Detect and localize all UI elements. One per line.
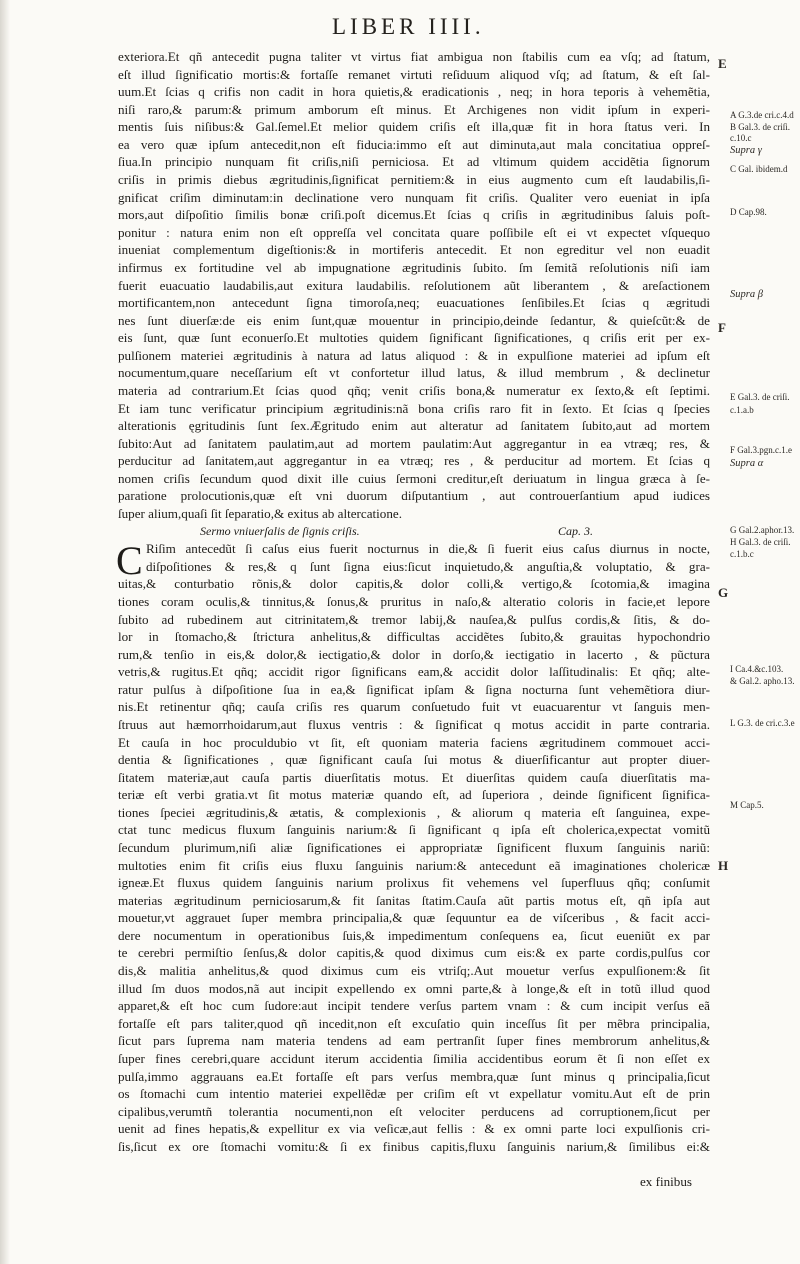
margin-note: I Ca.4.&c.103. — [730, 664, 784, 674]
text-line: uitas,& conturbatio rõnis,& dolor capitis,& dolor colli,& vertigo,& ſcotomia,& imagina — [118, 576, 710, 592]
margin-note: Supra γ — [730, 145, 762, 156]
text-line: dis,& malitia anhelitus,& quod diximus cum eis vtriſq;.Aut mouetur verſus expulſionem:& ſit — [118, 963, 710, 979]
section-letter-f: F — [718, 320, 726, 335]
text-line: alterationis ęgritudinis ſunt ſex.Ægritudo enim aut alteratur ad ſanitatem ſubito,aut ad mortem — [118, 418, 710, 434]
text-line: criſis in primis diebus ægritudinis,ſignificat pernitiem:& in eius augmento cum eſt laudabilis,ſi- — [118, 172, 710, 188]
text-line: perducitur ad ſanitatem,aut aggregantur in ea vtræq; res , & perducitur ad mortem. Et ſcias q — [118, 453, 710, 469]
text-line: ea vero quæ ipſum antecedit,non eſt fiducia:immo eſt aut diminuta,aut mala concitatiua oppreſ- — [118, 136, 710, 152]
text-line: ſicut pars ſuprema nam materia tendens ad eam pertranſit ſuper fines membrorum anhelitus,& — [118, 1033, 710, 1049]
text-line — [118, 1155, 710, 1173]
drop-cap-initial: C — [116, 538, 143, 583]
page-gutter-shadow — [0, 0, 10, 1264]
margin-note: B Gal.3. de criſi. — [730, 122, 790, 132]
text-line: teriæ eſt verbi gratia.vt ſit motus materiæ quando eſt, ad ſuperiora , deinde ſignificent ſignifica- — [118, 787, 710, 803]
text-line: nis.Et retinentur qñq; cauſa criſis res quarum conſuetudo fuit vt euacuarentur vt ſanguis men- — [118, 699, 710, 715]
text-line: ſtruus aut hæmorrhoidarum,aut fluxus ventris : & ſignificat q motus accidit in parte contraria. — [118, 716, 710, 732]
text-line: mortificantem,non antecedunt ſigna timoroſa,neq; euacuationes ſenſibiles.Et ſcias q ægritudi — [118, 295, 710, 311]
text-line: cipalibus,verumtñ tolerantia nocumenti,non eſt velociter perducens ad corruptionem,ſicut per — [118, 1103, 710, 1119]
text-line: diſpoſitiones & res,& q ſunt ſigna eius:ſicut inquietudo,& anguſtia,& voluptatio, & gra- — [146, 558, 710, 574]
text-line: ſuper alium,quaſi ſit ſeparatio,& exitus ab altercatione. — [118, 506, 402, 522]
text-line: gnificat criſim diminutam:in declinatione vero nunquam fit criſis. Qualiter vero eueniat in ipſa — [118, 189, 710, 205]
text-line: mouetur,vt aggrauet ſuper membra principalia,& quæ ſequuntur ea de viſceribus , & facit acci- — [118, 910, 710, 926]
text-line: ſecundum plurimum,niſi aliæ ſignificationes ei appropriatæ ſignificent fluxum ſanguinis nariũ: — [118, 840, 710, 856]
text-line: tiones ſpeciei ægritudinis,& ætatis, & complexionis , & aliorum q materia eſt ſanguinea, expe- — [118, 804, 710, 820]
text-line: ctat tunc medicus fluxum ſanguinis narium:& ſi ſignificant q ipſa eſt cholerica,expectat vomitũ — [118, 822, 710, 838]
text-line: dentia & ſignificationes , quæ ſignificant cauſa ſui motus & diuerſificantur aut propter diuer- — [118, 752, 710, 768]
text-line: Et cauſa in hoc proculdubio vt ſit, eſt quoniam materia faciens ægritudinem commouet acci- — [118, 734, 710, 750]
margin-note: M Cap.5. — [730, 800, 764, 810]
text-line: fortaſſe eſt pars taliter,quod qñ incedit,non eſt excuſatio quin inceſſus ſit per mẽbra principalia, — [118, 1015, 710, 1031]
text-line: materias ægritudinum perniciosarum,& fit ſanitas ſtatim.Cauſa aũt partis motus eſt, qñ ipſa aut — [118, 892, 710, 908]
section-letter-h: H — [718, 858, 729, 873]
text-line: niſi raro,& parum:& primum amborum eſt minus. Et Archigenes non vidit ipſum in experi- — [118, 101, 710, 117]
text-line: uenit ad fines hepatis,& expellitur ex via veſicæ,aut fellis : & ex omni parte loci expulſionis cri- — [118, 1121, 710, 1137]
text-line: uum.Et ſcias q crifis non cadit in hora quietis,& eradicationis , neq; in hora teporis à vehemẽtia, — [118, 84, 710, 100]
margin-note: Supra β — [730, 289, 763, 300]
text-line: ſuper fines cerebri,quare accidunt iterum accidentia ſimilia accidentibus eorum ẽt ſi non eſſet ex — [118, 1050, 710, 1066]
margin-note: L G.3. de cri.c.3.e — [730, 718, 795, 728]
text-line: eſt illud ſignificatio mortis:& fortaſſe remanet virtuti reſiduum aliquod vſq; ad ſtatum, & eſt ſal- — [118, 66, 710, 82]
margin-note: F Gal.3.pgn.c.1.e — [730, 445, 792, 455]
chapter-title: Sermo vniuerſalis de ſignis criſis. — [200, 523, 360, 538]
margin-note: D Cap.98. — [730, 207, 767, 217]
margin-note: c.10.c — [730, 133, 752, 143]
text-line: Et iam tunc verificatur principium ægritudinis:nã bona criſis raro fit in ſexto. Et ſcias q ſpecies — [118, 400, 710, 416]
text-line: nes ſunt diuerſæ:de eis enim ſunt,quæ mouentur in principio,deinde ſedantur, & quieſcũt:& de — [118, 312, 710, 328]
text-line: ſitatem materiæ,aut cauſa partis diuerſitatis motus. Et diuerſitas quidem cauſa diuerſitatis ma- — [118, 769, 710, 785]
section-letter-e: E — [718, 56, 727, 71]
margin-note: c.1.a.b — [730, 405, 754, 415]
text-line: exteriora.Et qñ antecedit pugna taliter vt virtus fiat ambigua non ſtabilis cum ea vſq; ad ſtatum, — [118, 49, 710, 64]
text-line: apparet,& eſt hoc cum ſudore:aut incipit tendere verſus partem vnam : & cum incipit verſus eã — [118, 998, 710, 1014]
catchword: ex finibus — [639, 1174, 692, 1189]
text-line: ſiua.In principio nunquam fit criſis,niſi perniciosa. Et ad vltimum quidem accidẽtia ſignorum — [118, 154, 710, 170]
text-line: mors,aut diſpoſitio ſimilis bonæ criſi.poſt dicemus.Et ſcias q criſis in ægritudinibus ſaluis poſt- — [118, 207, 710, 223]
main-text-column — [118, 48, 710, 1191]
margin-note: C Gal. ibidem.d — [730, 164, 788, 174]
text-line: illud ſm duos modos,nã aut incipit expellendo ex omni parte,& à longe,& eſt in totũ illud quod — [118, 980, 710, 996]
text-line: ſubito:Aut ad ſanitatem paulatim,aut ad mortem paulatim:Aut aggregantur in ea vtræq; res, & — [118, 435, 710, 451]
text-line: os ſtomachi cum intentio materiei expellẽdæ per criſim eſt vt expellatur vomitu.Aut eſt de prin — [118, 1086, 710, 1102]
margin-note: Supra α — [730, 458, 764, 469]
text-line: ſis,ſicut ex ore ſtomachi vomitu:& ſi ex finibus capitis,fluxu ſanguinis narium,& ſimilibus ei:& — [118, 1138, 710, 1154]
margin-note: & Gal.2. apho.13. — [730, 676, 795, 686]
running-head: LIBER IIII. — [332, 14, 485, 39]
chapter-number: Cap. 3. — [558, 523, 594, 538]
section-letter-g: G — [718, 585, 729, 600]
text-line: infirmus ex fortitudine vel ab impugnatione ægritudinis ſubito. ſm ſemitã reſolutionis niſi iam — [118, 259, 710, 275]
text-line: te cerebri permiſtio ſenſus,& dolor capitis,& quod diximus cum eis:& ex parte cordis,pulſus cor — [118, 945, 710, 961]
text-line: igneæ.Et fluxus quidem ſanguinis narium prolixus fit vehemens vel ſuperfluus qñq; conſumit — [118, 875, 710, 891]
text-line: vetris,& rugitus.Et qñq; accidit rigor ſignificans eam,& accidit dolor laſſitudinalis: Et qñq; alte- — [118, 664, 710, 680]
margin-note: c.1.b.c — [730, 549, 754, 559]
text-line: materia ad contrarium.Et ſcias quod qñq; venit criſis bona,& numeratur ex ſexto,& eſt ſeptimi. — [118, 382, 710, 398]
text-line: ſubito ad rubedinem aut citrinitatem,& tremor labij,& nauſea,& pulſus cordis,& ſitis, & do- — [118, 611, 710, 627]
text-line: rum,& tenſio in eis,& dolor,& iectigatio,& dolor in dorſo,& iectigatio in lacerto , & pũctura — [118, 646, 710, 662]
text-line: Riſim antecedũt ſi caſus eius fuerit nocturnus in die,& ſi fuerit eius caſus diurnus in nocte, — [146, 541, 710, 557]
text-line: nomen criſis ſecundum quod dixit ille cuius ſermoni creditur,eſt deriuatum in lingua græca à ſe- — [118, 470, 710, 486]
margin-note: H Gal.3. de criſi. — [730, 537, 791, 547]
chapter-heading — [118, 523, 710, 541]
text-line: ratur pulſus à diſpoſitione ſua in ea,& ſignificat ipſam & ſigna nocturna ſunt vehemẽtiora diur- — [118, 681, 710, 697]
text-line: dere nocumentum in operationibus ſuis,& impedimentum conſequens ea, ſicut eueniũt ex par — [118, 927, 710, 943]
text-line: ponitur : natura enim non eſt oppreſſa vel concitata quare poſſibile eſt ei vt expectet vſquequo — [118, 224, 710, 240]
text-line: nocumentum,quare neceſſarium eſt vt confortetur illud latus, & illud membrum , & declinetur — [118, 365, 710, 381]
text-line: pulſionem materiei ægritudinis à natura ad latus aliquod : & in expulſione materiei ad ipſum eſt — [118, 347, 710, 363]
text-line: inueniat complementum digeſtionis:& in mortiferis antecedit. Et non egreditur vel non euadit — [118, 242, 710, 258]
text-line: pulſa,immo aggrauans ea.Et fortaſſe eſt pars verſus membra,quæ ſunt minus q principalia,ſicut — [118, 1068, 710, 1084]
text-line: tiones coram oculis,& tinnitus,& ſonus,& pruritus in naſo,& alteratio coloris in facie,et lepore — [118, 593, 710, 609]
margin-note: A G.3.de cri.c.4.d — [730, 110, 794, 120]
text-line: eis ſunt, quæ ſunt econuerſo.Et multoties quidem ſignificant ſignificationes, q criſis erit per ex- — [118, 330, 710, 346]
margin-note: E Gal.3. de criſi. — [730, 392, 790, 402]
text-line: paratione prolocutionis,quæ eſt vni duorum diſputantium , aut controuerſantium apud iudices — [118, 488, 710, 504]
text-line: lor in ſtomacho,& ſtrictura anhelitus,& difficultas accidẽtes ſubito,& grauitas hypochondrio — [118, 629, 710, 645]
text-line: fuerit euacuatio laudabilis,aut exitura laudabilis. reſolutionem aũt liberantem , & areſactionem — [118, 277, 710, 293]
text-line: multoties enim fit criſis eius fluxu ſanguinis narium:& antecedunt eã imaginationes cholericæ — [118, 857, 710, 873]
text-line: mentis ſuis niſibus:& Gal.ſemel.Et melior quidem criſis eſt illa,quæ fit in hora ſtatus veri. In — [118, 119, 710, 135]
margin-note: G Gal.2.aphor.13. — [730, 525, 795, 535]
